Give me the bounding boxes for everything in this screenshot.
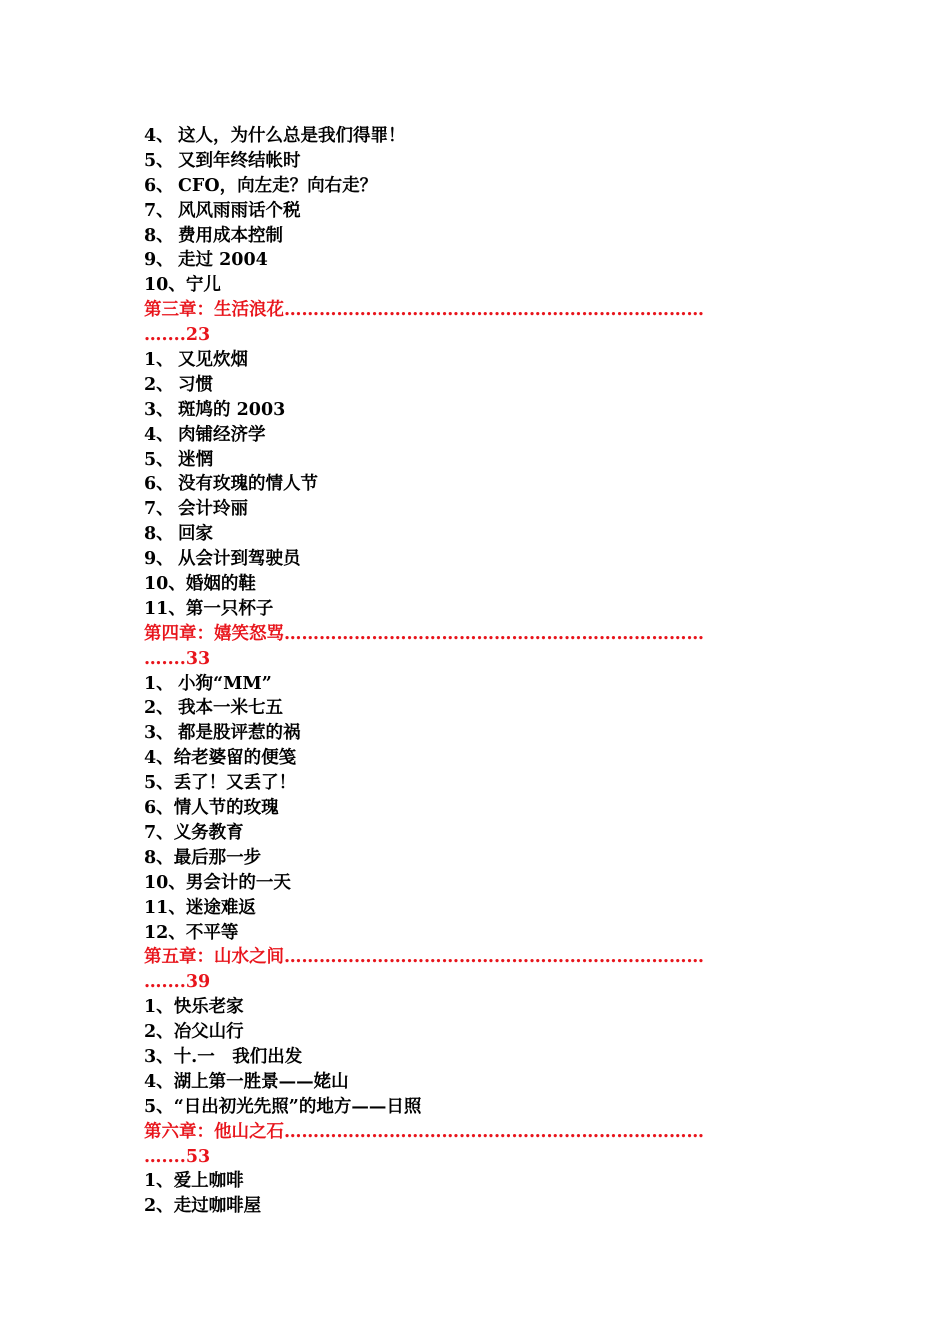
- toc-item-title: 丢了！又丢了！: [173, 773, 297, 794]
- toc-item-title: 小狗“MM”: [178, 673, 272, 694]
- toc-item: [144, 721, 814, 746]
- chapter-page-number: …....23: [144, 325, 211, 346]
- toc-item-number: 3、: [144, 1046, 174, 1067]
- toc-item-number: 2、: [144, 1196, 174, 1217]
- toc-item-title: 肉铺经济学: [178, 424, 266, 445]
- toc-item-title: 习惯: [178, 374, 213, 395]
- toc-item-title: 迷惘: [178, 449, 213, 470]
- toc-item-title: 风风雨雨话个税: [178, 200, 301, 221]
- toc-item: [144, 124, 814, 149]
- toc-item: [144, 1095, 814, 1120]
- toc-item-number: 3、: [144, 723, 174, 744]
- toc-item-title: 婚姻的鞋: [185, 574, 256, 595]
- toc-item-title: 爱上咖啡: [173, 1171, 244, 1192]
- toc-item-number: 3、: [144, 399, 174, 420]
- toc-item: [144, 248, 814, 273]
- toc-item-title: 情人节的玫瑰: [173, 798, 279, 819]
- toc-item-title: 不平等: [185, 922, 239, 943]
- toc-item-number: 9、: [144, 250, 174, 271]
- toc-item-title: CFO，向左走？向右走？: [178, 175, 378, 196]
- toc-item: [144, 497, 814, 522]
- table-of-contents: [144, 124, 814, 1219]
- toc-item-title: 回家: [178, 524, 213, 545]
- toc-item: [144, 746, 814, 771]
- toc-item-number: 5、: [144, 1096, 174, 1117]
- toc-item: [144, 572, 814, 597]
- toc-item: [144, 423, 814, 448]
- toc-item: [144, 796, 814, 821]
- toc-item-number: 6、: [144, 175, 174, 196]
- toc-item-title: 都是股评惹的祸: [178, 723, 301, 744]
- toc-item: [144, 672, 814, 697]
- toc-item-number: 7、: [144, 822, 174, 843]
- toc-item: [144, 273, 814, 298]
- toc-item-title: 湖上第一胜景——姥山: [173, 1071, 349, 1092]
- toc-item-title: 男会计的一天: [185, 872, 291, 893]
- toc-item-title: 从会计到驾驶员: [178, 549, 301, 570]
- toc-item: [144, 1169, 814, 1194]
- toc-item-number: 7、: [144, 200, 174, 221]
- toc-item-number: 4、: [144, 1071, 174, 1092]
- toc-item-title: 这人，为什么总是我们得罪！: [178, 126, 406, 146]
- toc-item: [144, 771, 814, 796]
- toc-item-title: 给老婆留的便笺: [173, 748, 297, 769]
- toc-item: [144, 398, 814, 423]
- chapter-page-number: …....53: [144, 1146, 211, 1167]
- toc-item-number: 1、: [144, 997, 174, 1018]
- toc-item: [144, 1020, 814, 1045]
- toc-item: [144, 522, 814, 547]
- toc-item-title: 十.一 我们出发: [173, 1046, 303, 1067]
- toc-item-number: 1、: [144, 1171, 174, 1192]
- toc-item-number: 2、: [144, 698, 174, 719]
- toc-item: [144, 348, 814, 373]
- toc-item-title: 我本一米七五: [178, 698, 283, 719]
- toc-item-number: 10、: [144, 275, 186, 296]
- toc-item: [144, 696, 814, 721]
- toc-item-title: “日出初光先照”的地方——日照: [173, 1096, 422, 1117]
- toc-item-title: 又见炊烟: [178, 350, 248, 371]
- toc-item: [144, 821, 814, 846]
- toc-item-number: 1、: [144, 350, 174, 371]
- toc-item-number: 8、: [144, 225, 174, 246]
- toc-item-title: 走过 2004: [178, 250, 268, 271]
- toc-item-number: 5、: [144, 449, 174, 470]
- chapter-heading: 第三章：生活浪花………………………………………………………………: [144, 300, 704, 321]
- toc-item-number: 4、: [144, 424, 174, 445]
- toc-item-title: 快乐老家: [173, 997, 244, 1018]
- toc-item-title: 走过咖啡屋: [173, 1196, 262, 1217]
- toc-item: [144, 224, 814, 249]
- toc-item-number: 5、: [144, 150, 174, 171]
- toc-item-number: 4、: [144, 748, 174, 769]
- toc-item: [144, 871, 814, 896]
- toc-item-number: 5、: [144, 773, 174, 794]
- toc-item-number: 11、: [144, 897, 186, 918]
- toc-item-number: 6、: [144, 798, 174, 819]
- chapter-page-number: …....39: [144, 972, 211, 993]
- toc-item-title: 第一只杯子: [185, 598, 274, 619]
- toc-item: [144, 547, 814, 572]
- toc-item-number: 7、: [144, 499, 174, 520]
- toc-item: [144, 921, 814, 946]
- toc-item-number: 2、: [144, 1022, 174, 1043]
- toc-item-number: 4、: [144, 126, 174, 146]
- toc-item: [144, 174, 814, 199]
- toc-item: [144, 1194, 814, 1219]
- toc-item-number: 8、: [144, 524, 174, 545]
- toc-item-number: 2、: [144, 374, 174, 395]
- toc-item: [144, 448, 814, 473]
- toc-item-title: 没有玫瑰的情人节: [178, 474, 318, 495]
- toc-item-title: 又到年终结帐时: [178, 150, 301, 171]
- toc-item-number: 6、: [144, 474, 174, 495]
- toc-item-title: 会计玲丽: [178, 499, 248, 520]
- toc-item: [144, 149, 814, 174]
- chapter-heading: 第四章：嬉笑怒骂………………………………………………………………: [144, 623, 704, 644]
- chapter-heading: 第六章：他山之石………………………………………………………………: [144, 1121, 704, 1142]
- toc-item-number: 11、: [144, 598, 186, 619]
- toc-item-number: 9、: [144, 549, 174, 570]
- toc-item-title: 冶父山行: [173, 1022, 244, 1043]
- toc-item: [144, 846, 814, 871]
- toc-item-title: 义务教育: [173, 822, 244, 843]
- toc-item-title: 迷途难返: [185, 897, 256, 918]
- toc-item-title: 费用成本控制: [178, 225, 283, 246]
- toc-item: [144, 373, 814, 398]
- toc-item-title: 最后那一步: [173, 847, 262, 868]
- toc-item-number: 1、: [144, 673, 174, 694]
- toc-item-number: 8、: [144, 847, 174, 868]
- toc-item: [144, 199, 814, 224]
- toc-item-number: 12、: [144, 922, 186, 943]
- chapter-page-number: …....33: [144, 648, 211, 669]
- toc-item: [144, 995, 814, 1020]
- toc-item: [144, 472, 814, 497]
- toc-item: [144, 597, 814, 622]
- chapter-heading: 第五章：山水之间………………………………………………………………: [144, 947, 704, 968]
- toc-item-number: 10、: [144, 574, 186, 595]
- toc-item-number: 10、: [144, 872, 186, 893]
- toc-item: [144, 1045, 814, 1070]
- toc-item-title: 斑鸠的 2003: [178, 399, 286, 420]
- toc-item: [144, 896, 814, 921]
- toc-item-title: 宁儿: [185, 275, 221, 296]
- toc-item: [144, 1070, 814, 1095]
